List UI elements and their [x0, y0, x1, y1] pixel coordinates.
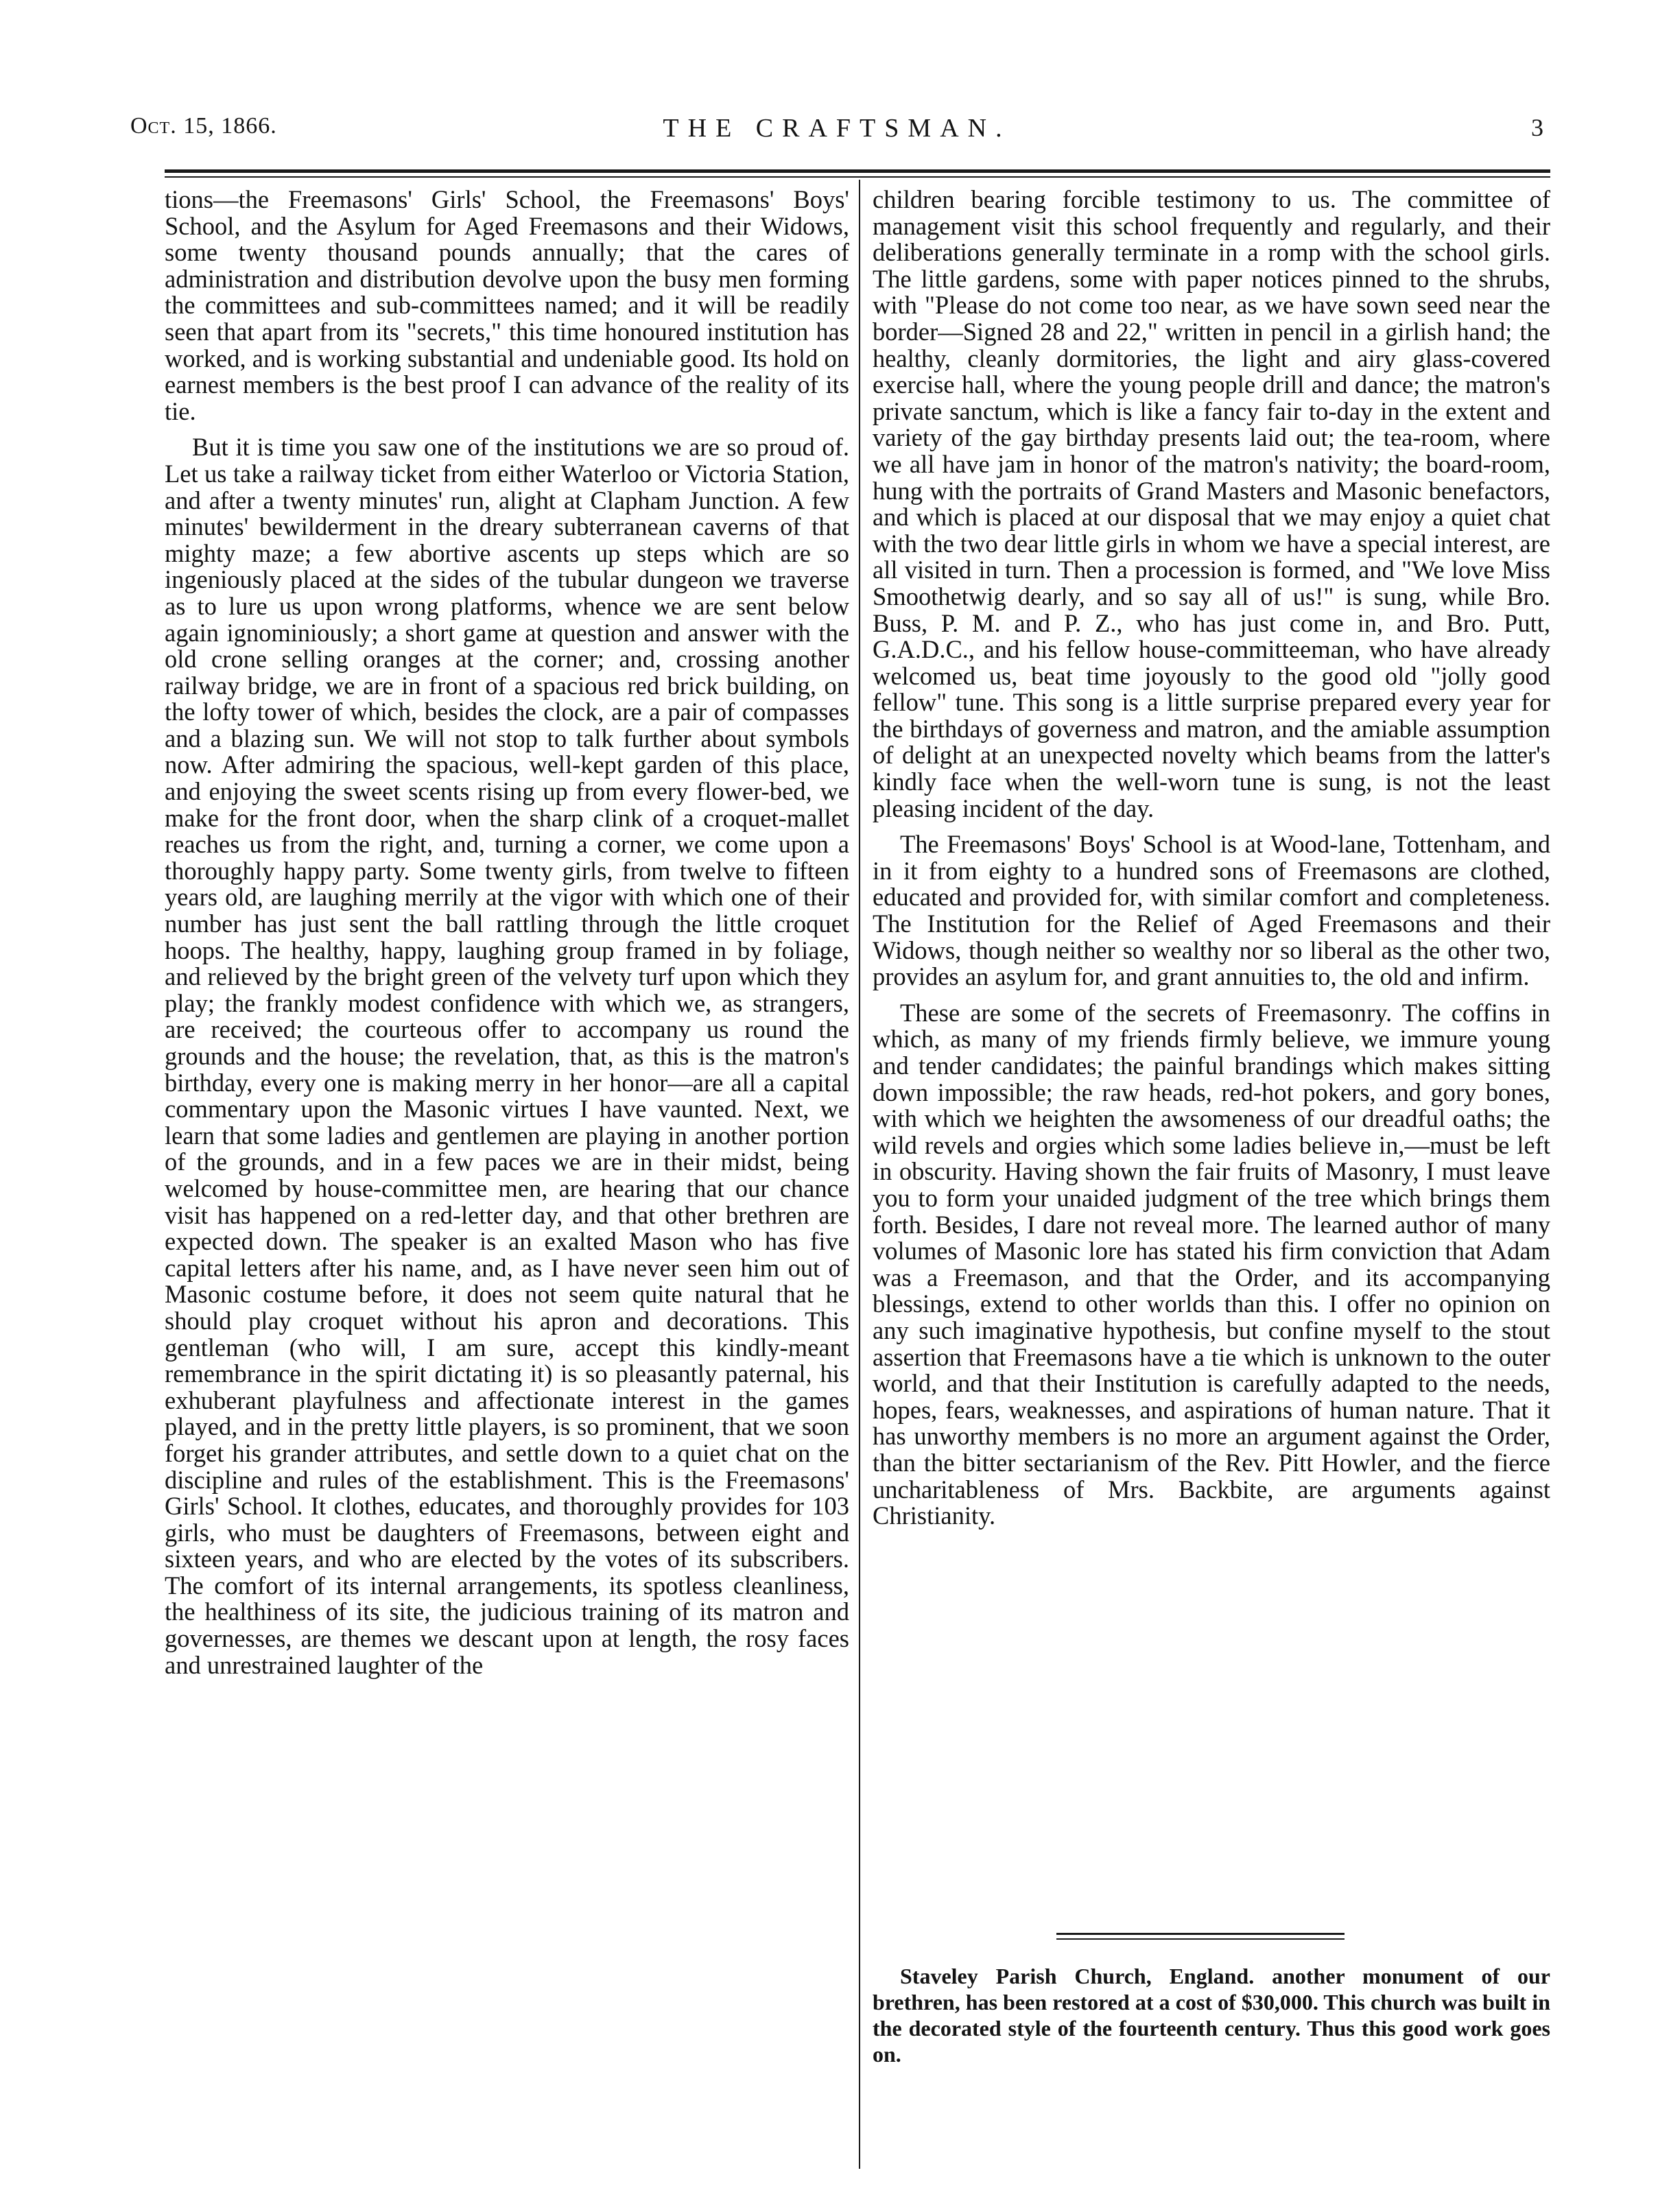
- right-column: [873, 187, 1550, 1530]
- left-column: [165, 187, 849, 1678]
- section-separator-thin: [1056, 1938, 1345, 1940]
- page-number: 3: [1531, 114, 1543, 141]
- section-separator-thick: [1056, 1933, 1345, 1935]
- header-rule-thick: [165, 169, 1550, 173]
- header-rule-thin: [165, 176, 1550, 178]
- page-header: [130, 113, 1543, 161]
- issue-date: Oct. 15, 1866.: [130, 113, 277, 139]
- left-paragraph-2: But it is time you saw one of the institutions we are so proud of. Let us take a railway ticket from either Waterloo or Victoria Station, and after a twenty minutes' run, alight at Clapham Junction. A few minutes' bewilderment in the dreary subterranean caverns of that mighty maze; a few abortive ascents up steps which are so ingeniously placed at the sides of the tubular dungeon we traverse as to lure us upon wrong platforms, whence we are sent below again ignominiously; a short game at question and answer with the old crone selling oranges at the corner; and, crossing another railway bridge, we are in front of a spacious red brick building, on the lofty tower of which, besides the clock, are a pair of compasses and a blazing sun. We will not stop to talk further about symbols now. After admiring the spacious, well-kept garden of this place, and enjoying the sweet scents rising up from every flower-bed, we make for the front door, when the sharp clink of a croquet-mallet reaches us from the right, and, turning a corner, we come upon a thoroughly happy party. Some twenty girls, from twelve to fifteen years old, are laughing merrily at the vigor with which one of their number has just sent the ball rattling through the little croquet hoops. The healthy, happy, laughing group framed in by foliage, and relieved by the bright green of the velvety turf upon which they play; the frankly modest confidence with which we, as strangers, are received; the courteous offer to accompany us round the grounds and the house; the revelation, that, as this is the matron's birthday, every one is making merry in her honor—are all a capital commentary upon the Masonic virtues I have vaunted. Next, we learn that some ladies and gentlemen are playing in another portion of the grounds, and in a few paces we are in their midst, being welcomed by house-committee men, are hearing that our chance visit has happened on a red-letter day, and that other brethren are expected down. The speaker is an exalted Mason who has five capital letters after his name, and, as I have never seen him out of Masonic costume before, it does not seem quite natural that he should play croquet without his apron and decorations. This gentleman (who will, I am sure, accept this kindly-meant remembrance in the spirit dictating it) is so pleasantly paternal, his exhuberant playfulness and affectionate interest in the games played, and in the pretty little players, is so prominent, that we soon forget his grander attributes, and settle down to a quiet chat on the discipline and rules of the establishment. This is the Freemasons' Girls' School. It clothes, educates, and thoroughly provides for 103 girls, who must be daughters of Freemasons, between eight and sixteen years, and who are elected by the votes of its subscribers. The comfort of its internal arrangements, its spotless cleanliness, the healthiness of its site, the judicious training of its matron and governesses, are themes we descant upon at length, the rosy faces and unrestrained laughter of the: [165, 433, 849, 1679]
- left-paragraph-1: tions—the Freemasons' Girls' School, the Freemasons' Boys' School, and the Asylum for Aged Freemasons and their Widows, some twenty thousand pounds annually; that the cares of administration and distribution devolve upon the busy men forming the committees and sub-committees named; and it will be readily seen that apart from its "secrets," this time honoured institution has worked, and is working substantial and undeniable good. Its hold on earnest members is the best proof I can advance of the reality of its tie.: [165, 185, 849, 425]
- right-paragraph-3: These are some of the secrets of Freemasonry. The coffins in which, as many of my friends firmly believe, we immure young and tender candidates; the painful brandings which makes sitting down impossible; the raw heads, red-hot pokers, and gory bones, with which we heighten the awsomeness of our dreadful oaths; the wild revels and orgies which some ladies believe in,—must be left in obscurity. Having shown the fair fruits of Masonry, I must leave you to form your unaided judgment of the tree which brings them forth. Besides, I dare not reveal more. The learned author of many volumes of Masonic lore has stated his firm conviction that Adam was a Freemason, and that the Order, and its accompanying blessings, extend to other worlds than this. I offer no opinion on any such imaginative hypothesis, but confine myself to the stout assertion that Freemasons have a tie which is unknown to the outer world, and that their Institution is carefully adapted to the needs, hopes, fears, weaknesses, and aspirations of human nature. That it has unworthy members is no more an argument against the Order, than the bitter sectarianism of the Rev. Pitt Howler, and the fierce uncharitableness of Mrs. Backbite, are arguments against Christianity.: [873, 998, 1550, 1530]
- right-paragraph-2: The Freemasons' Boys' School is at Wood-lane, Tottenham, and in it from eighty to a hundred sons of Freemasons are clothed, educated and provided for, with similar comfort and completeness. The Institution for the Relief of Aged Freemasons and their Widows, though neither so wealthy nor so liberal as the other two, provides an asylum for, and grant annuities to, the old and infirm.: [873, 830, 1550, 991]
- news-notice: [873, 1963, 1550, 2067]
- right-paragraph-1: children bearing forcible testimony to us. The committee of management visit this school frequently and regularly, and their deliberations generally terminate in a romp with the school girls. The little gardens, some with paper notices pinned to the shrubs, with "Please do not come too near, as we have sown seed near the border—Signed 28 and 22," written in pencil in a girlish hand; the healthy, cleanly dormitories, the light and airy glass-covered exercise hall, where the young people drill and dance; the matron's private sanctum, which is like a fancy fair to-day in the extent and variety of the gay birthday presents laid out; the tea-room, where we all have jam in honor of the matron's nativity; the board-room, hung with the portraits of Grand Masters and Masonic benefactors, and which is placed at our disposal that we may enjoy a quiet chat with the two dear little girls in whom we have a special interest, are all visited in turn. Then a procession is formed, and "We love Miss Smoothetwig dearly, and so say all of us!" is sung, while Bro. Buss, P. M. and P. Z., who has just come in, and Bro. Putt, G.A.D.C., and his fellow house-committeeman, who have already welcomed us, beat time joyously to the good old "jolly good fellow" tune. This song is a little surprise prepared every year for the birthdays of governess and matron, and the amiable assumption of delight at an unexpected novelty which beams from the latter's kindly face when the well-worn tune is sung, is not the least pleasing incident of the day.: [873, 185, 1550, 822]
- notice-text: Staveley Parish Church, England. another monument of our brethren, has been restored at a cost of $30,000. This church was built in the decorated style of the fourteenth century. Thus this good work goes on.: [873, 1964, 1550, 2067]
- column-divider: [859, 180, 860, 2169]
- publication-title: THE CRAFTSMAN.: [663, 114, 1011, 143]
